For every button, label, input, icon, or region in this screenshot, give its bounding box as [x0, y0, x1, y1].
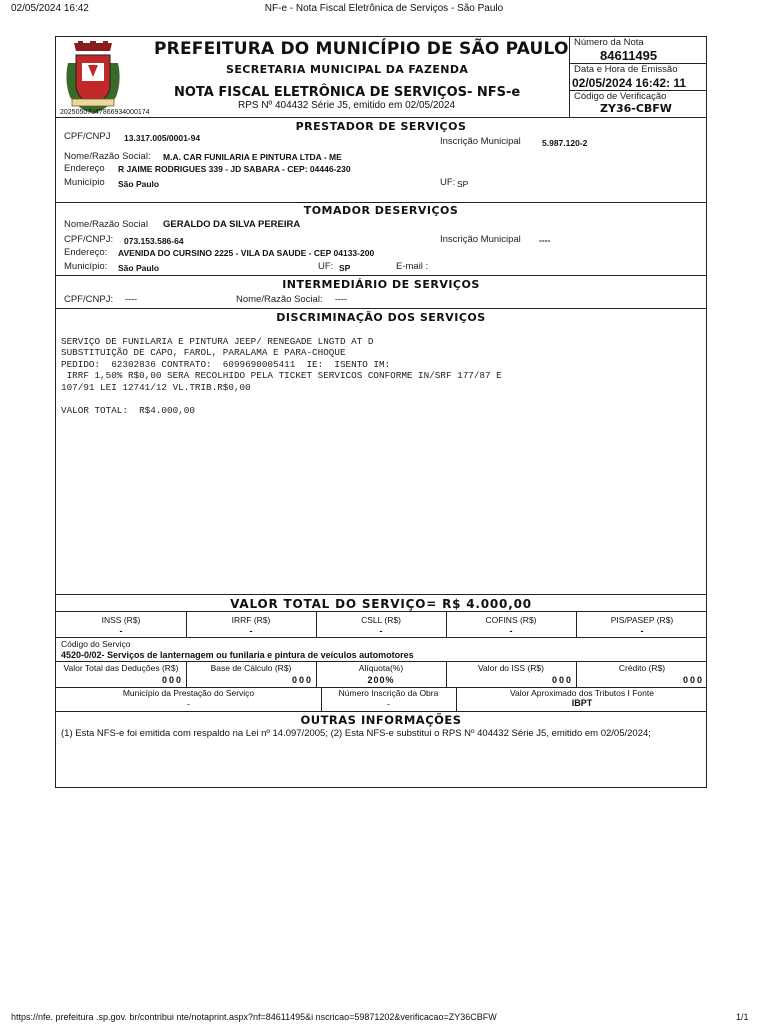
prestacao-value: IBPT: [571, 698, 593, 708]
rps-line: RPS Nº 404432 Série J5, emitido em 02/05/2024: [238, 100, 456, 111]
tomador-endereco-label: Endereço:: [64, 247, 108, 258]
calculo-header: Base de Cálculo (R$): [210, 663, 292, 673]
data-value: 02/05/2024 16:42: 11: [572, 76, 687, 90]
discriminacao-line: 107/91 LEI 12741/12 VL.TRIB.R$0,00: [61, 381, 251, 393]
intermediario-nome: ----: [335, 294, 347, 304]
numero-value: 84611495: [600, 48, 658, 63]
intermediario-cnpj-label: CPF/CNPJ:: [64, 294, 114, 305]
tomador-im-label: Inscrição Municipal: [440, 234, 521, 245]
tomador-im: ----: [539, 235, 551, 245]
prestacao-value: -: [187, 699, 190, 709]
servico-value: 4520-0/02- Serviços de lanternagem ou funilaria e pintura de veículos automotores: [61, 650, 414, 660]
print-url: https://nfe. prefeitura .sp.gov. br/contribui nte/notaprint.aspx?nf=84611495&i nscricao=59871202&verificacao=ZY36CBFW: [11, 1012, 497, 1022]
discriminacao-line: VALOR TOTAL: R$4.000,00: [61, 404, 195, 416]
tomador-nome: GERALDO DA SILVA PEREIRA: [163, 219, 301, 230]
tomador-email-label: E-mail :: [396, 261, 429, 272]
tomador-municipio-label: Município:: [64, 261, 108, 272]
codigo-label: Código de Verificação: [574, 91, 667, 102]
intermediario-nome-label: Nome/Razão Social:: [236, 294, 323, 305]
calculo-header: Valor Total das Deduções (R$): [63, 663, 179, 673]
tomador-municipio: São Paulo: [118, 263, 160, 273]
prestador-endereco: R JAIME RODRIGUES 339 - JD SABARA - CEP: 04446-230: [118, 164, 351, 174]
tributo-header: COFINS (R$): [485, 615, 537, 625]
servico-label: Código do Serviço: [61, 639, 131, 649]
outras-heading: OUTRAS INFORMAÇÕES: [300, 713, 462, 727]
calculo-header: Crédito (R$): [618, 663, 666, 673]
prestador-im: 5.987.120-2: [542, 138, 588, 148]
prestador-cnpj: 13.317.005/0001-94: [124, 133, 201, 143]
outras-text: (1) Esta NFS-e foi emitida com respaldo na Lei nº 14.097/2005; (2) Esta NFS-e substitui o RPS Nº 404432 Série J5, emitido em 02/05/2024;: [61, 728, 651, 739]
tomador-uf-label: UF:: [318, 261, 334, 272]
data-label: Data e Hora de Emissão: [574, 64, 678, 75]
tributo-header: CSLL (R$): [361, 615, 401, 625]
discriminacao-line: SUBSTITUIÇÃO DE CAPO, FAROL, PARALAMA E PARA-CHOQUE: [61, 347, 346, 358]
prestacao-value: -: [387, 699, 390, 709]
tributo-value: -: [119, 626, 123, 636]
prestador-nome: M.A. CAR FUNILARIA E PINTURA LTDA - ME: [163, 152, 342, 162]
tomador-cnpj: 073.153.586-64: [124, 236, 184, 246]
header-title: PREFEITURA DO MUNICÍPIO DE SÃO PAULO: [154, 39, 569, 59]
prestador-municipio-label: Município: [64, 177, 105, 188]
tributo-value: -: [509, 626, 513, 636]
tributo-header: INSS (R$): [101, 615, 141, 625]
tributo-value: -: [379, 626, 383, 636]
prestador-im-label: Inscrição Municipal: [440, 136, 521, 147]
discriminacao-text: [61, 324, 502, 439]
prestador-uf: SP: [457, 179, 469, 189]
prestador-uf-label: UF:: [440, 177, 456, 188]
discriminacao-line: [61, 393, 502, 405]
tomador-endereco: AVENIDA DO CURSINO 2225 - VILA DA SAUDE - CEP 04133-200: [118, 248, 375, 258]
tomador-cnpj-label: CPF/CNPJ:: [64, 234, 114, 245]
nfse-title: NOTA FISCAL ELETRÔNICA DE SERVIÇOS- NFS-e: [174, 85, 521, 100]
tributo-header: PIS/PASEP (R$): [610, 615, 674, 625]
discriminacao-line: IRRF 1,50% R$0,00 SERA RECOLHIDO PELA TICKET SERVICOS CONFORME IN/SRF 177/87 E: [61, 370, 502, 381]
tributo-value: -: [249, 626, 253, 636]
intermediario-cnpj: ----: [125, 294, 137, 304]
prestador-heading: PRESTADOR DE SERVIÇOS: [295, 120, 467, 133]
tributo-header: IRRF (R$): [231, 615, 271, 625]
discriminacao-line: SERVIÇO DE FUNILARIA E PINTURA JEEP/ RENEGADE LNGTD AT D: [61, 335, 374, 347]
prestador-nome-label: Nome/Razão Social:: [64, 151, 151, 162]
codigo-value: ZY36-CBFW: [600, 102, 672, 115]
numero-label: Número da Nota: [574, 37, 644, 48]
print-datetime: 02/05/2024 16:42: [11, 3, 89, 14]
prestacao-header: Município da Prestação do Serviço: [122, 688, 255, 698]
print-page-number: 1/1: [736, 1012, 749, 1022]
header-subtitle: SECRETARIA MUNICIPAL DA FAZENDA: [226, 63, 469, 76]
tomador-uf: SP: [339, 263, 351, 273]
prestacao-header: Número Inscrição da Obra: [338, 688, 439, 698]
prestador-municipio: São Paulo: [118, 179, 160, 189]
calculo-value: 000: [291, 675, 313, 685]
discriminacao-heading: DISCRIMINAÇÃO DOS SERVIÇOS: [276, 311, 486, 324]
calculo-value: 000: [682, 675, 704, 685]
prestador-cnpj-label: CPF/CNPJ: [64, 131, 111, 142]
calculo-value: 200%: [367, 675, 395, 685]
print-title: NF-e - Nota Fiscal Eletrônica de Serviços - São Paulo: [264, 3, 504, 14]
tomador-heading: TOMADOR DESERVIÇOS: [303, 204, 459, 217]
prestador-endereco-label: Endereço: [64, 163, 105, 174]
nfse-document: [55, 36, 707, 788]
calculo-header: Valor do ISS (R$): [478, 663, 544, 673]
calculo-value: 000: [161, 675, 183, 685]
barcode-number: 20250507u47866934000174: [60, 109, 150, 116]
discriminacao-line: PEDIDO: 62302836 CONTRATO: 6099690005411 IE: ISENTO IM:: [61, 358, 391, 370]
tributo-value: -: [640, 626, 644, 636]
valor-total: VALOR TOTAL DO SERVIÇO= R$ 4.000,00: [230, 597, 532, 611]
tomador-nome-label: Nome/Razão Social: [64, 219, 148, 230]
intermediario-heading: INTERMEDIÁRIO DE SERVIÇOS: [282, 278, 480, 291]
calculo-value: 000: [551, 675, 573, 685]
calculo-header: Alíquota(%): [358, 663, 404, 673]
prestacao-header: Valor Aproximado dos Tributos I Fonte: [510, 688, 654, 698]
coat-of-arms-icon: [64, 41, 122, 115]
